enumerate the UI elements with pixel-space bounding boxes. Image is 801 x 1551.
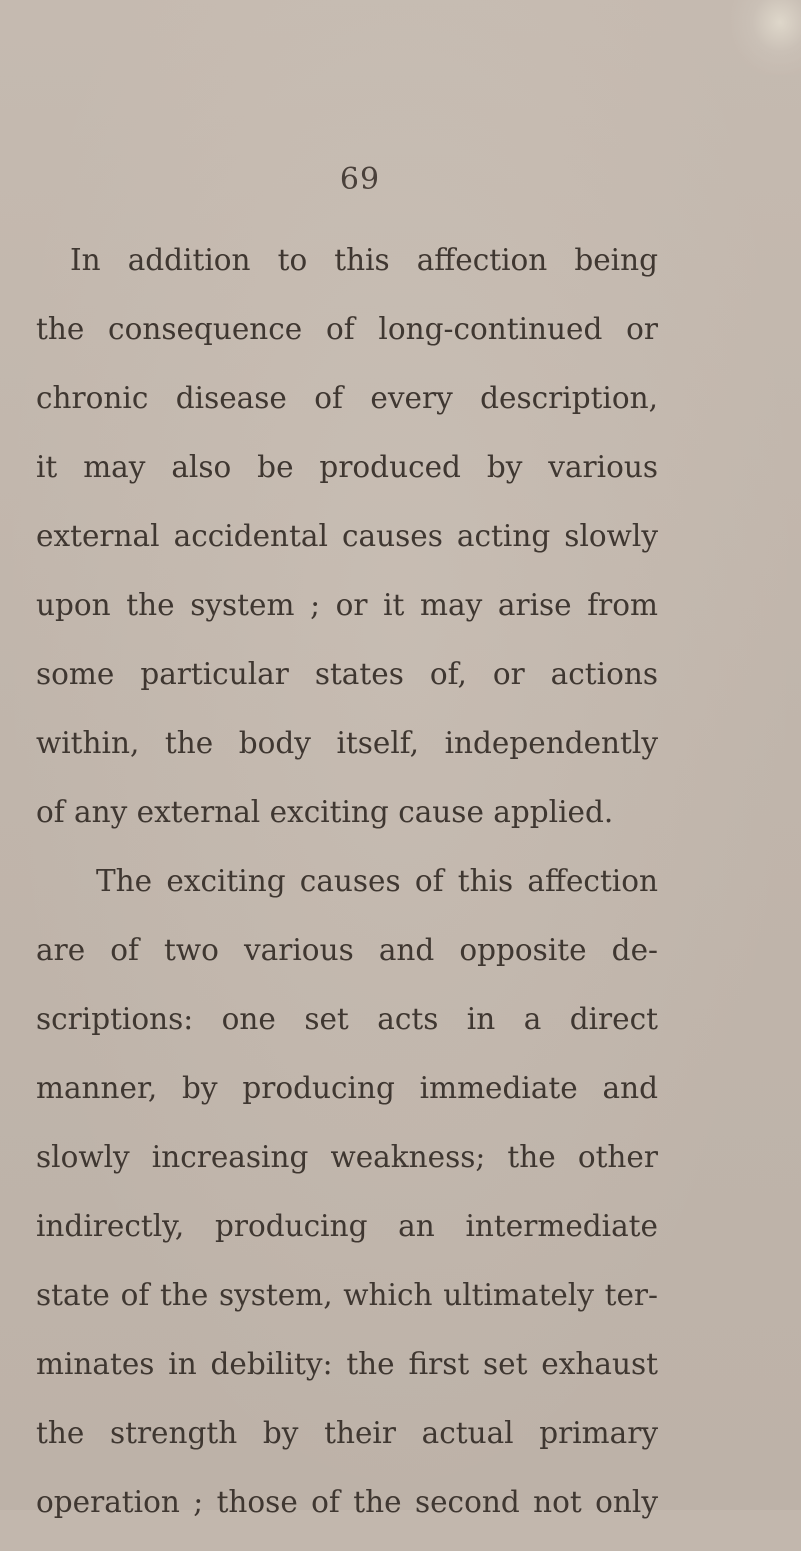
text-line: slowly increasing weakness; the other xyxy=(36,1140,658,1174)
corner-stain xyxy=(731,0,801,75)
text-line: upon the system ; or it may arise from xyxy=(36,588,658,622)
text-line: some particular states of, or actions xyxy=(36,657,658,691)
text-line: of any external exciting cause applied. xyxy=(36,795,614,829)
text-line: The exciting causes of this affection xyxy=(96,864,658,898)
text-line: the strength by their actual primary xyxy=(36,1416,658,1450)
text-line: are of two various and opposite de- xyxy=(36,933,658,967)
text-line: state of the system, which ultimately ter- xyxy=(36,1278,658,1312)
text-line: it may also be produced by various xyxy=(36,450,658,484)
text-line: indirectly, producing an intermediate xyxy=(36,1209,658,1243)
body-text xyxy=(36,240,658,1551)
text-line: within, the body itself, independently xyxy=(36,726,658,760)
text-line: operation ; those of the second not only xyxy=(36,1485,658,1519)
text-line: In addition to this affection being xyxy=(70,243,658,277)
text-line: external accidental causes acting slowly xyxy=(36,519,658,553)
text-line: manner, by producing immediate and xyxy=(36,1071,658,1105)
text-line: minates in debility: the first set exhaust xyxy=(36,1347,658,1381)
text-line: chronic disease of every description, xyxy=(36,381,658,415)
text-line: the consequence of long-continued or xyxy=(36,312,658,346)
page-number: 69 xyxy=(339,162,381,197)
text-line: scriptions: one set acts in a direct xyxy=(36,1002,658,1036)
